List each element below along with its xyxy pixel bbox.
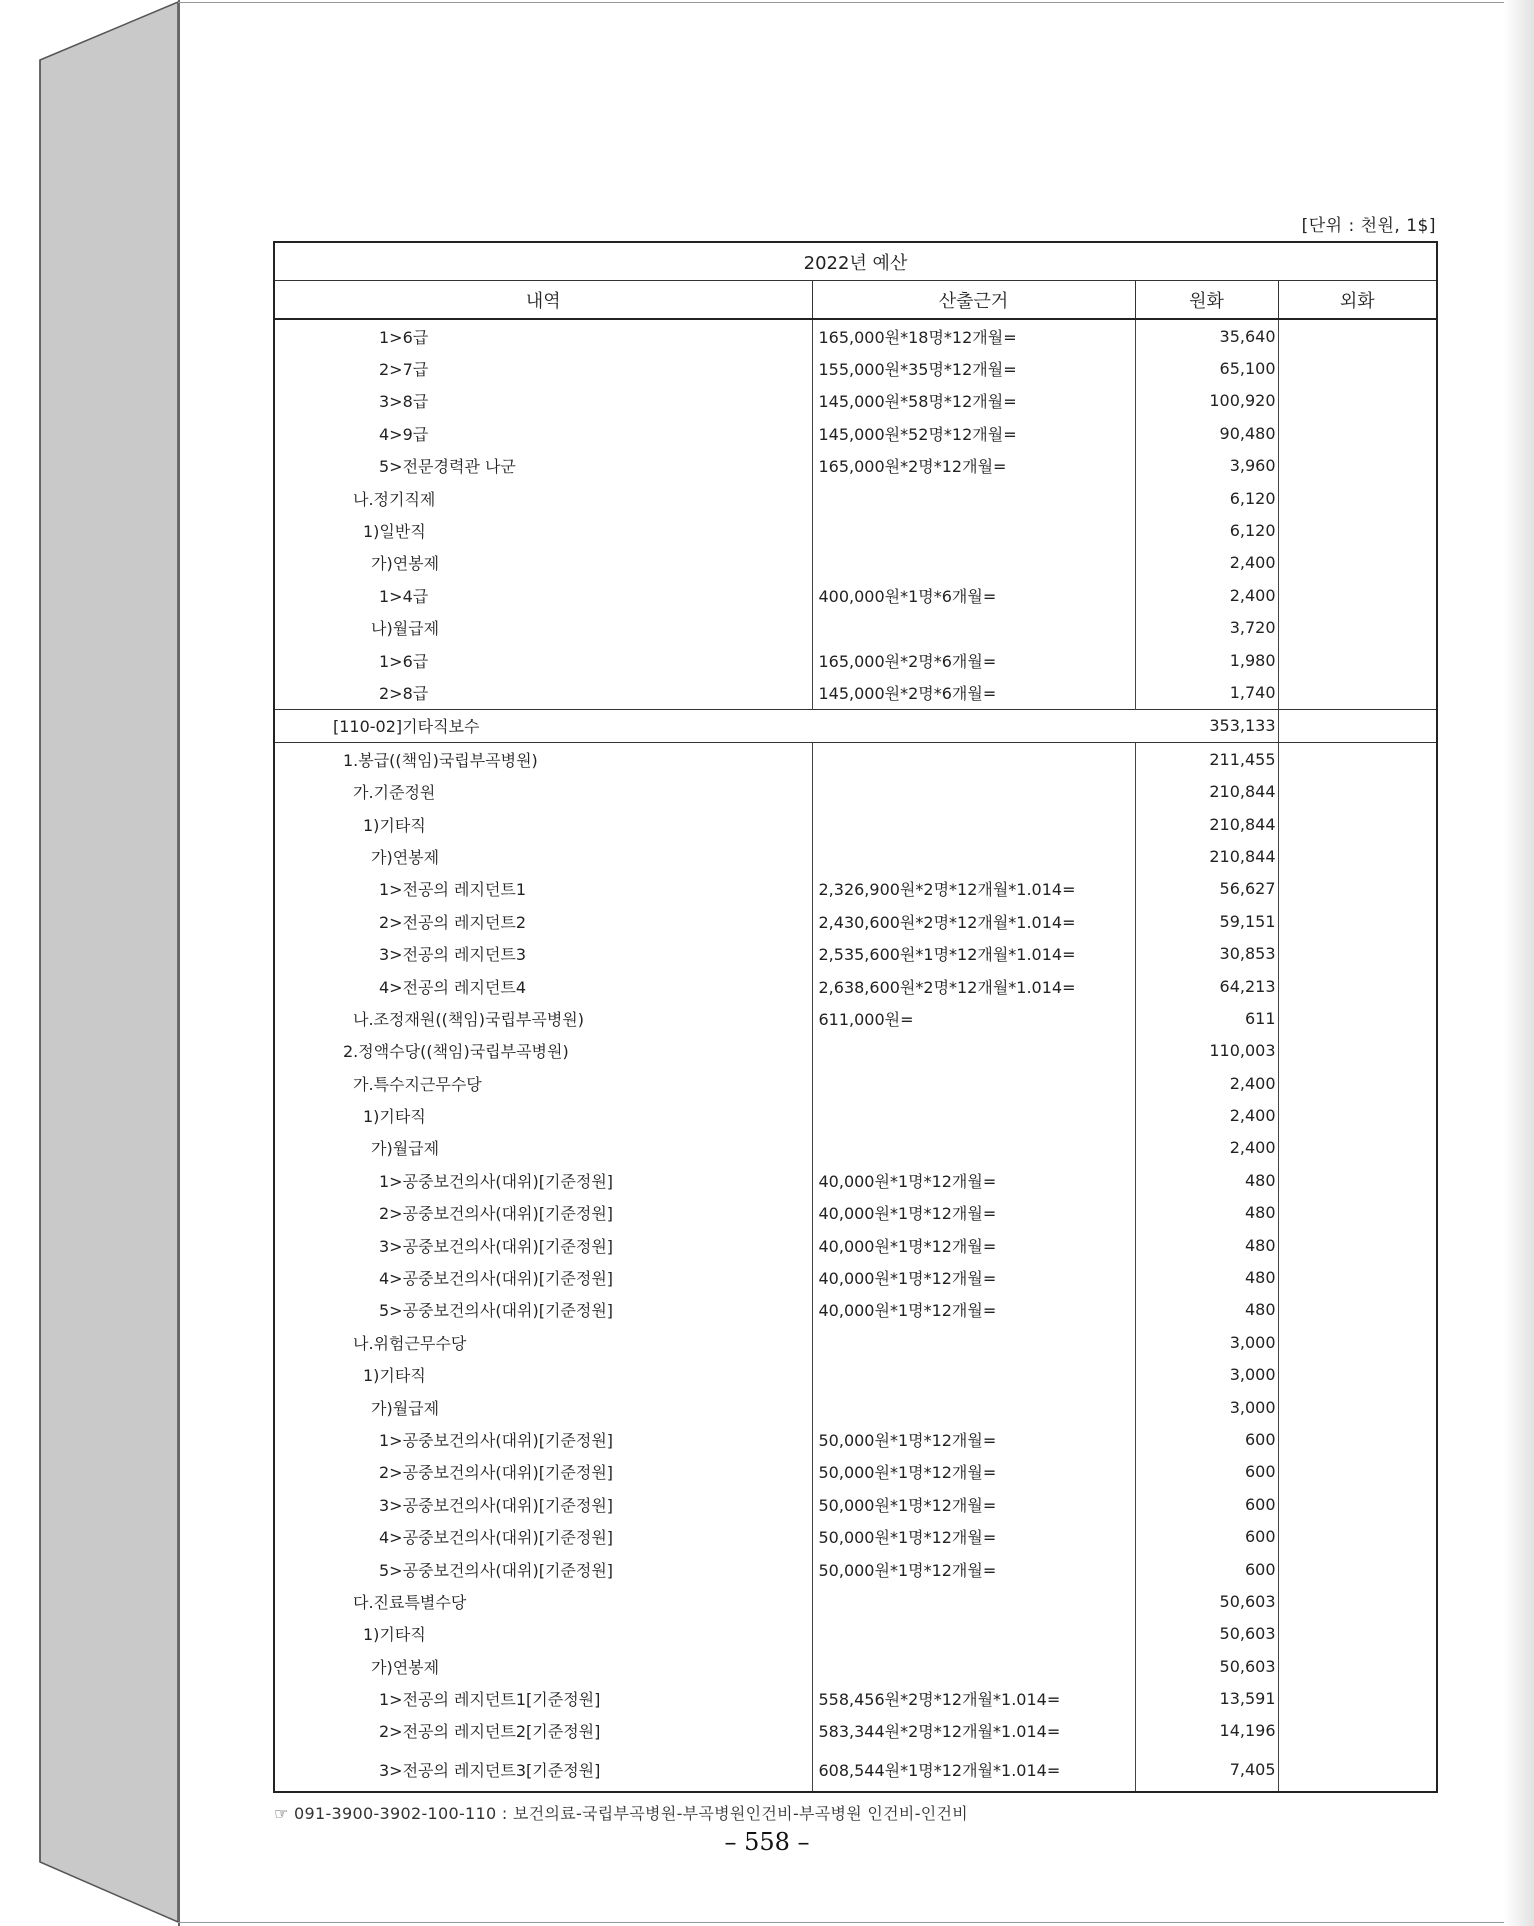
table-body [275, 319, 1436, 1791]
table-row [275, 1618, 1436, 1650]
cell-fx [1278, 1099, 1436, 1131]
cell-basis: 50,000원*1명*12개월= [812, 1456, 1135, 1488]
cell-item: 3>전공의 레지던트3[기준정원] [275, 1747, 812, 1791]
cell-item: 1>6급 [275, 319, 812, 352]
cell-item: 나.조정재원((책임)국립부곡병원) [275, 1002, 812, 1034]
cell-fx [1278, 482, 1436, 514]
cell-krw: 30,853 [1135, 937, 1278, 969]
cell-fx [1278, 709, 1436, 742]
cell-fx [1278, 676, 1436, 709]
table-row [275, 808, 1436, 840]
page-left-edge [178, 0, 180, 1926]
cell-item: 1>6급 [275, 644, 812, 676]
unit-label: [단위 : 천원, 1$] [1301, 216, 1436, 236]
table-row [275, 1002, 1436, 1034]
cell-krw: 480 [1135, 1294, 1278, 1326]
cell-item: 3>전공의 레지던트3 [275, 937, 812, 969]
cell-krw: 1,740 [1135, 676, 1278, 709]
column-header-item: 내역 [275, 281, 812, 320]
cell-fx [1278, 1747, 1436, 1791]
page-right-shadow [1504, 0, 1534, 1926]
cell-basis: 165,000원*18명*12개월= [812, 319, 1135, 352]
table-row [275, 482, 1436, 514]
cell-krw: 6,120 [1135, 514, 1278, 546]
cell-fx [1278, 1520, 1436, 1552]
cell-krw: 480 [1135, 1164, 1278, 1196]
cell-basis [812, 1585, 1135, 1617]
cell-fx [1278, 579, 1436, 611]
cell-item: 가)연봉제 [275, 1650, 812, 1682]
budget-table-container [273, 241, 1438, 1793]
table-row [275, 1585, 1436, 1617]
cell-krw: 35,640 [1135, 319, 1278, 352]
table-row [275, 1197, 1436, 1229]
cell-item: 3>공중보건의사(대위)[기준정원] [275, 1229, 812, 1261]
cell-fx [1278, 1488, 1436, 1520]
cell-krw: 3,000 [1135, 1326, 1278, 1358]
table-row [275, 514, 1436, 546]
cell-item: 2>전공의 레지던트2 [275, 905, 812, 937]
table-row [275, 1488, 1436, 1520]
table-row [275, 1520, 1436, 1552]
table-row [275, 644, 1436, 676]
cell-item: 5>공중보건의사(대위)[기준정원] [275, 1294, 812, 1326]
cell-krw: 56,627 [1135, 873, 1278, 905]
cell-basis: 145,000원*58명*12개월= [812, 385, 1135, 417]
table-row [275, 385, 1436, 417]
cell-krw: 6,120 [1135, 482, 1278, 514]
cell-fx [1278, 319, 1436, 352]
table-row [275, 1553, 1436, 1585]
cell-fx [1278, 1423, 1436, 1455]
cell-krw: 210,844 [1135, 808, 1278, 840]
table-row [275, 840, 1436, 872]
cell-basis: 155,000원*35명*12개월= [812, 352, 1135, 384]
cell-basis [812, 612, 1135, 644]
cell-item: 4>공중보건의사(대위)[기준정원] [275, 1520, 812, 1552]
cell-krw: 7,405 [1135, 1747, 1278, 1791]
cell-basis [812, 482, 1135, 514]
table-row [275, 1456, 1436, 1488]
cell-basis: 558,456원*2명*12개월*1.014= [812, 1682, 1135, 1714]
cell-krw: 600 [1135, 1456, 1278, 1488]
table-row [275, 775, 1436, 807]
table-row [275, 1132, 1436, 1164]
cell-basis: 2,430,600원*2명*12개월*1.014= [812, 905, 1135, 937]
cell-fx [1278, 1067, 1436, 1099]
table-row [275, 676, 1436, 709]
cell-krw: 64,213 [1135, 970, 1278, 1002]
cell-fx [1278, 417, 1436, 449]
cell-krw: 611 [1135, 1002, 1278, 1034]
cell-item: 2>8급 [275, 676, 812, 709]
table-row [275, 1035, 1436, 1067]
cell-fx [1278, 352, 1436, 384]
cell-fx [1278, 1715, 1436, 1747]
table-row [275, 1747, 1436, 1791]
book-spine-decoration [0, 0, 180, 1926]
cell-krw: 2,400 [1135, 1132, 1278, 1164]
cell-krw: 3,000 [1135, 1391, 1278, 1423]
table-row [275, 1423, 1436, 1455]
table-row [275, 1650, 1436, 1682]
budget-table [275, 243, 1436, 1791]
cell-item: 1>전공의 레지던트1 [275, 873, 812, 905]
cell-basis [812, 1132, 1135, 1164]
cell-fx [1278, 1035, 1436, 1067]
table-row [275, 1326, 1436, 1358]
cell-item: 가.특수지근무수당 [275, 1067, 812, 1099]
cell-fx [1278, 775, 1436, 807]
cell-krw: 211,455 [1135, 743, 1278, 776]
cell-basis: 50,000원*1명*12개월= [812, 1488, 1135, 1520]
cell-basis [812, 1650, 1135, 1682]
cell-krw: 2,400 [1135, 547, 1278, 579]
cell-krw: 90,480 [1135, 417, 1278, 449]
cell-item: 2>공중보건의사(대위)[기준정원] [275, 1197, 812, 1229]
table-row [275, 1164, 1436, 1196]
cell-basis [812, 1391, 1135, 1423]
cell-fx [1278, 450, 1436, 482]
cell-fx [1278, 1650, 1436, 1682]
cell-fx [1278, 1359, 1436, 1391]
cell-item: 나)월급제 [275, 612, 812, 644]
cell-fx [1278, 1261, 1436, 1293]
cell-fx [1278, 612, 1436, 644]
page-bottom-edge [178, 1922, 1534, 1923]
cell-fx [1278, 1682, 1436, 1714]
cell-item: 1)기타직 [275, 808, 812, 840]
table-row [275, 319, 1436, 352]
cell-krw: 3,720 [1135, 612, 1278, 644]
cell-fx [1278, 1294, 1436, 1326]
cell-item: 1>공중보건의사(대위)[기준정원] [275, 1164, 812, 1196]
cell-fx [1278, 1391, 1436, 1423]
cell-krw: 1,980 [1135, 644, 1278, 676]
cell-krw: 100,920 [1135, 385, 1278, 417]
cell-fx [1278, 1164, 1436, 1196]
table-row [275, 352, 1436, 384]
cell-krw: 210,844 [1135, 775, 1278, 807]
cell-item: 가.기준정원 [275, 775, 812, 807]
cell-fx [1278, 1553, 1436, 1585]
cell-item: 4>9급 [275, 417, 812, 449]
cell-basis: 50,000원*1명*12개월= [812, 1553, 1135, 1585]
cell-basis: 145,000원*2명*6개월= [812, 676, 1135, 709]
cell-krw: 110,003 [1135, 1035, 1278, 1067]
cell-fx [1278, 743, 1436, 776]
cell-basis [812, 840, 1135, 872]
cell-basis [812, 1067, 1135, 1099]
column-header-basis: 산출근거 [812, 281, 1135, 320]
cell-basis [812, 743, 1135, 776]
cell-fx [1278, 808, 1436, 840]
cell-item: 나.위험근무수당 [275, 1326, 812, 1358]
cell-basis: 40,000원*1명*12개월= [812, 1229, 1135, 1261]
cell-krw: 600 [1135, 1553, 1278, 1585]
table-row [275, 1391, 1436, 1423]
table-row [275, 937, 1436, 969]
cell-basis: 583,344원*2명*12개월*1.014= [812, 1715, 1135, 1747]
cell-item: 3>공중보건의사(대위)[기준정원] [275, 1488, 812, 1520]
cell-basis: 50,000원*1명*12개월= [812, 1423, 1135, 1455]
cell-item: 가)월급제 [275, 1132, 812, 1164]
cell-item: 2.정액수당((책임)국립부곡병원) [275, 1035, 812, 1067]
cell-item: 1>공중보건의사(대위)[기준정원] [275, 1423, 812, 1455]
cell-fx [1278, 1229, 1436, 1261]
cell-item: 가)연봉제 [275, 840, 812, 872]
cell-item: 1)일반직 [275, 514, 812, 546]
cell-basis [812, 547, 1135, 579]
cell-fx [1278, 385, 1436, 417]
cell-krw: 13,591 [1135, 1682, 1278, 1714]
column-header-fx: 외화 [1278, 281, 1436, 320]
cell-krw: 2,400 [1135, 579, 1278, 611]
table-row [275, 612, 1436, 644]
cell-basis [812, 514, 1135, 546]
table-row [275, 709, 1436, 742]
table-row [275, 1715, 1436, 1747]
cell-basis: 611,000원= [812, 1002, 1135, 1034]
cell-basis: 2,326,900원*2명*12개월*1.014= [812, 873, 1135, 905]
cell-krw: 3,000 [1135, 1359, 1278, 1391]
cell-basis [812, 1326, 1135, 1358]
table-row [275, 1682, 1436, 1714]
cell-krw: 480 [1135, 1229, 1278, 1261]
table-row [275, 1067, 1436, 1099]
cell-fx [1278, 970, 1436, 1002]
cell-basis: 400,000원*1명*6개월= [812, 579, 1135, 611]
cell-basis: 40,000원*1명*12개월= [812, 1261, 1135, 1293]
cell-krw: 480 [1135, 1261, 1278, 1293]
cell-basis: 40,000원*1명*12개월= [812, 1197, 1135, 1229]
cell-krw: 2,400 [1135, 1099, 1278, 1131]
cell-krw: 600 [1135, 1520, 1278, 1552]
table-row [275, 743, 1436, 776]
cell-item: 2>전공의 레지던트2[기준정원] [275, 1715, 812, 1747]
cell-basis [812, 808, 1135, 840]
cell-item: 5>공중보건의사(대위)[기준정원] [275, 1553, 812, 1585]
cell-krw: 2,400 [1135, 1067, 1278, 1099]
cell-basis: 2,638,600원*2명*12개월*1.014= [812, 970, 1135, 1002]
cell-krw: 3,960 [1135, 450, 1278, 482]
cell-fx [1278, 840, 1436, 872]
cell-krw: 65,100 [1135, 352, 1278, 384]
cell-item: 가)연봉제 [275, 547, 812, 579]
table-row [275, 1099, 1436, 1131]
cell-item: 다.진료특별수당 [275, 1585, 812, 1617]
cell-fx [1278, 1197, 1436, 1229]
page-top-edge [178, 2, 1534, 3]
cell-krw: 210,844 [1135, 840, 1278, 872]
cell-item: 1>전공의 레지던트1[기준정원] [275, 1682, 812, 1714]
table-row [275, 1294, 1436, 1326]
cell-fx [1278, 1585, 1436, 1617]
table-title: 2022년 예산 [275, 243, 1436, 281]
cell-krw: 50,603 [1135, 1618, 1278, 1650]
cell-krw: 353,133 [1135, 709, 1278, 742]
cell-fx [1278, 514, 1436, 546]
table-row [275, 873, 1436, 905]
cell-item: [110-02]기타직보수 [275, 709, 1135, 742]
table-row [275, 417, 1436, 449]
cell-basis: 40,000원*1명*12개월= [812, 1294, 1135, 1326]
cell-fx [1278, 937, 1436, 969]
table-row [275, 1261, 1436, 1293]
cell-basis: 50,000원*1명*12개월= [812, 1520, 1135, 1552]
cell-krw: 50,603 [1135, 1585, 1278, 1617]
cell-fx [1278, 1326, 1436, 1358]
cell-krw: 600 [1135, 1488, 1278, 1520]
footnote: ☞ 091-3900-3902-100-110 : 보건의료-국립부곡병원-부곡병원인건비-부곡병원 인건비-인건비 [274, 1804, 969, 1823]
cell-item: 4>전공의 레지던트4 [275, 970, 812, 1002]
cell-fx [1278, 644, 1436, 676]
cell-fx [1278, 873, 1436, 905]
cell-item: 2>7급 [275, 352, 812, 384]
table-row [275, 579, 1436, 611]
cell-basis: 165,000원*2명*6개월= [812, 644, 1135, 676]
cell-krw: 59,151 [1135, 905, 1278, 937]
cell-krw: 600 [1135, 1423, 1278, 1455]
cell-basis: 165,000원*2명*12개월= [812, 450, 1135, 482]
cell-fx [1278, 1132, 1436, 1164]
cell-item: 5>전문경력관 나군 [275, 450, 812, 482]
cell-item: 1)기타직 [275, 1618, 812, 1650]
cell-item: 3>8급 [275, 385, 812, 417]
column-header-krw: 원화 [1135, 281, 1278, 320]
table-row [275, 905, 1436, 937]
page-number: – 558 – [724, 1828, 810, 1856]
cell-basis [812, 1359, 1135, 1391]
table-row [275, 450, 1436, 482]
cell-item: 가)월급제 [275, 1391, 812, 1423]
cell-item: 2>공중보건의사(대위)[기준정원] [275, 1456, 812, 1488]
cell-basis [812, 1099, 1135, 1131]
cell-item: 1)기타직 [275, 1359, 812, 1391]
cell-basis [812, 1035, 1135, 1067]
cell-krw: 50,603 [1135, 1650, 1278, 1682]
cell-basis: 145,000원*52명*12개월= [812, 417, 1135, 449]
cell-fx [1278, 1456, 1436, 1488]
cell-basis [812, 1618, 1135, 1650]
cell-basis [812, 775, 1135, 807]
cell-item: 4>공중보건의사(대위)[기준정원] [275, 1261, 812, 1293]
cell-fx [1278, 1002, 1436, 1034]
cell-basis: 2,535,600원*1명*12개월*1.014= [812, 937, 1135, 969]
table-row [275, 1229, 1436, 1261]
cell-item: 1.봉급((책임)국립부곡병원) [275, 743, 812, 776]
table-row [275, 547, 1436, 579]
cell-krw: 480 [1135, 1197, 1278, 1229]
cell-fx [1278, 905, 1436, 937]
cell-krw: 14,196 [1135, 1715, 1278, 1747]
cell-fx [1278, 547, 1436, 579]
cell-item: 1)기타직 [275, 1099, 812, 1131]
cell-item: 나.정기직제 [275, 482, 812, 514]
cell-basis: 40,000원*1명*12개월= [812, 1164, 1135, 1196]
cell-fx [1278, 1618, 1436, 1650]
cell-basis: 608,544원*1명*12개월*1.014= [812, 1747, 1135, 1791]
table-row [275, 970, 1436, 1002]
table-row [275, 1359, 1436, 1391]
cell-item: 1>4급 [275, 579, 812, 611]
